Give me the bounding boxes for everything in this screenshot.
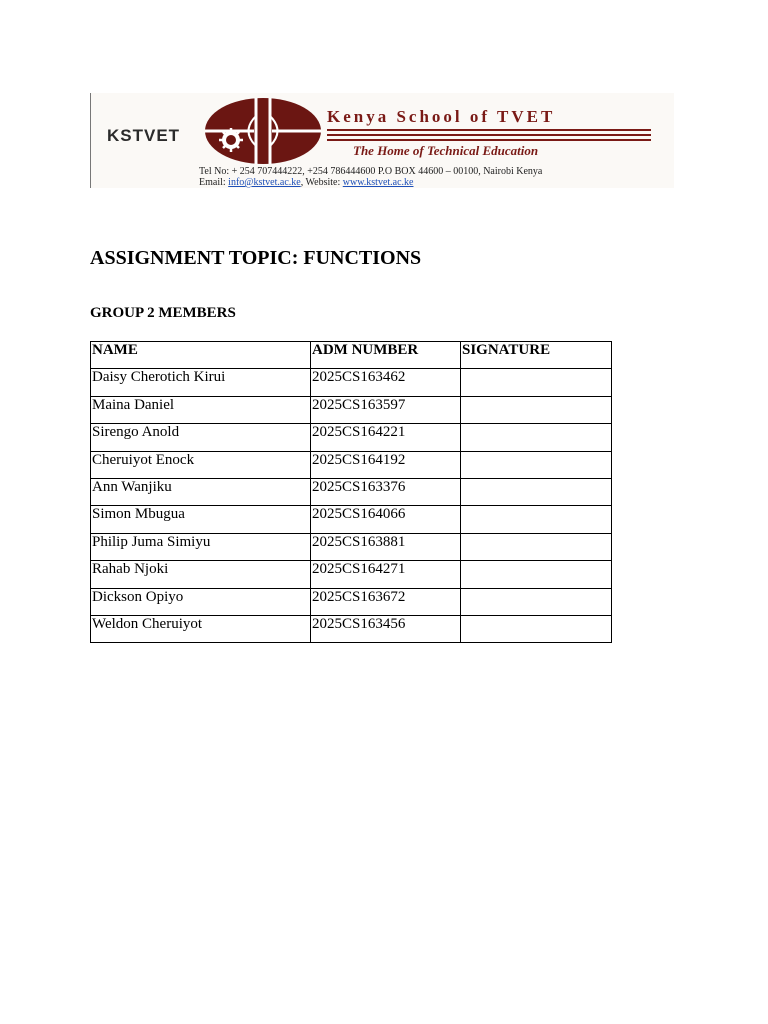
member-name-cell: Philip Juma Simiyu xyxy=(91,533,311,560)
table-row xyxy=(91,369,612,396)
member-name-cell: Cheruiyot Enock xyxy=(91,451,311,478)
adm-number-cell: 2025CS164192 xyxy=(311,451,461,478)
adm-number-cell: 2025CS164066 xyxy=(311,506,461,533)
website-label: , Website: xyxy=(300,177,343,188)
adm-number-cell: 2025CS163376 xyxy=(311,478,461,505)
signature-cell xyxy=(461,506,612,533)
name-column-header: NAME xyxy=(91,342,311,369)
adm-number-cell: 2025CS163456 xyxy=(311,615,461,642)
adm-number-column-header: ADM NUMBER xyxy=(311,342,461,369)
kstvet-logo-icon xyxy=(201,96,323,166)
member-name-cell: Weldon Cheruiyot xyxy=(91,615,311,642)
signature-cell xyxy=(461,369,612,396)
header-rule xyxy=(327,134,651,136)
signature-column-header: SIGNATURE xyxy=(461,342,612,369)
table-row xyxy=(91,615,612,642)
member-name-cell: Simon Mbugua xyxy=(91,506,311,533)
assignment-topic-heading: ASSIGNMENT TOPIC: FUNCTIONS xyxy=(90,247,422,269)
adm-number-cell: 2025CS163597 xyxy=(311,396,461,423)
table-row xyxy=(91,561,612,588)
signature-cell xyxy=(461,561,612,588)
brand-acronym: KSTVET xyxy=(107,126,181,145)
school-tagline: The Home of Technical Education xyxy=(353,143,539,158)
email-link[interactable]: info@kstvet.ac.ke xyxy=(228,177,301,188)
table-header-row xyxy=(91,342,612,369)
signature-cell xyxy=(461,615,612,642)
member-name-cell: Sirengo Anold xyxy=(91,424,311,451)
signature-cell xyxy=(461,396,612,423)
signature-cell xyxy=(461,451,612,478)
signature-cell xyxy=(461,424,612,451)
table-row xyxy=(91,588,612,615)
group-members-heading: GROUP 2 MEMBERS xyxy=(90,305,236,321)
website-link[interactable]: www.kstvet.ac.ke xyxy=(342,177,414,188)
member-name-cell: Dickson Opiyo xyxy=(91,588,311,615)
table-row xyxy=(91,533,612,560)
contact-phone-line: Tel No: + 254 707444222, +254 786444600 P.O BOX 44600 – 00100, Nairobi Kenya xyxy=(199,166,543,177)
members-table xyxy=(90,341,612,643)
header-rule xyxy=(327,129,651,131)
header-rule xyxy=(327,139,651,141)
signature-cell xyxy=(461,588,612,615)
adm-number-cell: 2025CS163672 xyxy=(311,588,461,615)
table-row xyxy=(91,424,612,451)
table-row xyxy=(91,396,612,423)
table-row xyxy=(91,451,612,478)
letterhead xyxy=(90,93,674,188)
member-name-cell: Maina Daniel xyxy=(91,396,311,423)
member-name-cell: Rahab Njoki xyxy=(91,561,311,588)
adm-number-cell: 2025CS163881 xyxy=(311,533,461,560)
adm-number-cell: 2025CS164221 xyxy=(311,424,461,451)
table-row xyxy=(91,478,612,505)
adm-number-cell: 2025CS163462 xyxy=(311,369,461,396)
signature-cell xyxy=(461,478,612,505)
email-label: Email: xyxy=(199,177,229,188)
adm-number-cell: 2025CS164271 xyxy=(311,561,461,588)
signature-cell xyxy=(461,533,612,560)
member-name-cell: Daisy Cherotich Kirui xyxy=(91,369,311,396)
member-name-cell: Ann Wanjiku xyxy=(91,478,311,505)
table-row xyxy=(91,506,612,533)
contact-web-line xyxy=(199,177,413,188)
school-name: Kenya School of TVET xyxy=(327,107,556,126)
